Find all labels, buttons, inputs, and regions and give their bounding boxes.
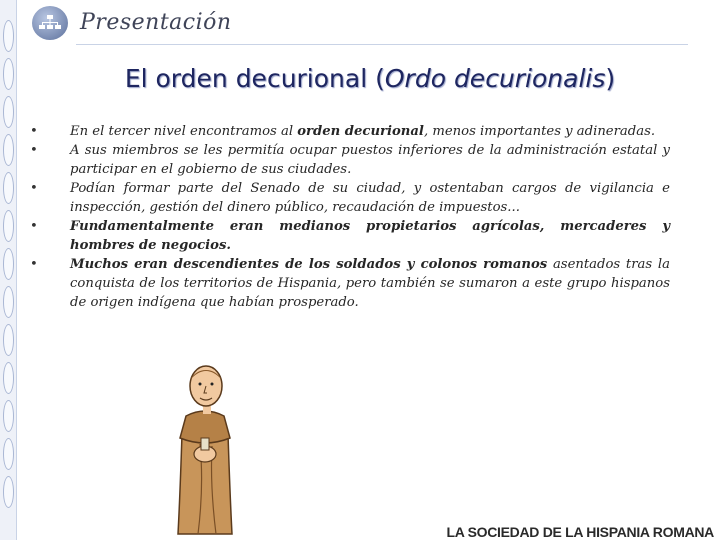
header-divider — [76, 44, 688, 45]
slide-title-main: El orden decurional ( — [124, 64, 385, 93]
bullet-text: En el tercer nivel encontramos al — [70, 124, 298, 139]
bullet-item — [30, 141, 670, 179]
footer-title: LA SOCIEDAD DE LA HISPANIA ROMANA — [446, 524, 714, 540]
bullet-bold-text: Muchos eran descendientes de los soldados y colonos romanos — [70, 257, 548, 272]
bullet-item — [30, 122, 670, 141]
bullet-text: A sus miembros se les permitía ocupar puestos inferiores de la administración estatal y participar en el gobierno de sus ciudades. — [70, 143, 670, 177]
organization-chart-icon — [32, 6, 68, 40]
bullet-bold-text: orden decurional — [297, 124, 424, 139]
bullet-item — [30, 179, 670, 217]
left-decorative-border — [0, 0, 17, 540]
header-title: Presentación — [80, 10, 232, 35]
roman-man-illustration — [160, 356, 250, 536]
slide-title-italic: Ordo decurionalis — [384, 64, 606, 93]
bullet-item — [30, 217, 670, 255]
bullet-bold-text: Fundamentalmente eran medianos propietarios agrícolas, mercaderes y hombres de negocios. — [70, 219, 670, 253]
bullet-text: , menos importantes y adineradas. — [423, 124, 656, 139]
slide-title — [40, 64, 700, 93]
bullet-text: Podían formar parte del Senado de su ciudad, y ostentaban cargos de vigilancia e inspección, gestión del dinero público, recaudación de impuestos... — [70, 181, 670, 215]
bullet-list — [30, 122, 670, 312]
bullet-item — [30, 255, 670, 312]
bullet-text: asentados tras la conquista de los territorios de Hispania, pero también se sumaron a este grupo hispanos de origen indígena que habían prosperado. — [70, 257, 670, 310]
slide-title-end: ) — [605, 64, 616, 93]
header — [28, 4, 688, 42]
